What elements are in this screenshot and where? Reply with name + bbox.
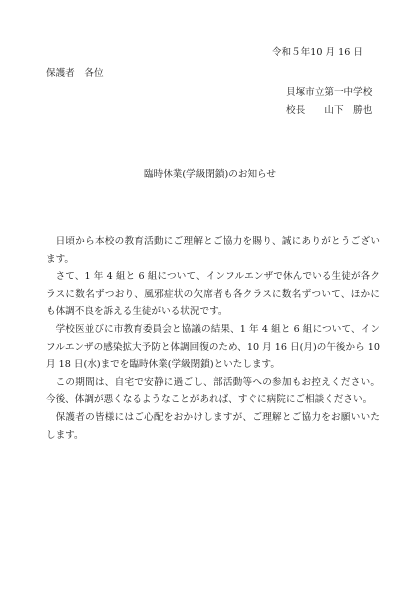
paragraph-instructions: この期間は、自宅で安静に過ごし、部活動等への参加もお控えください。今後、体調が悪くなるようなことがあれば、すぐに病院にご相談ください。	[46, 376, 380, 406]
paragraph-closing: 保護者の皆様にはご心配をおかけしますが、ご理解とご協力をお願いいたします。	[46, 411, 380, 441]
principal-name: 校長 山下 勝也	[286, 105, 373, 116]
issue-date: 令和５年10 月 16 日	[271, 47, 363, 58]
paragraph-greeting: 日頃から本校の教育活動にご理解とご協力を賜り、誠にありがとうございます。	[46, 236, 380, 265]
notice-body	[46, 233, 380, 444]
paragraph-situation: さて、1 年 4 組と 6 組について、インフルエンザで休んでいる生徒が各クラスに数名ずつおり、風邪症状の欠席者も各クラスに数名ずついて、ほかにも体調不良を訴える生徒がいる状況です。	[46, 271, 380, 318]
school-name: 貝塚市立第一中学校	[286, 87, 373, 98]
paragraph-closure-decision: 学校医並びに市教育委員会と協議の結果、1 年 4 組と 6 組について、インフルエンザの感染拡大予防と体調回復のため、10 月 16 日(月)の午後から 10 月 18 日(水)までを臨時休業(学級閉鎖)といたします。	[46, 323, 380, 371]
notice-title: 臨時休業(学級閉鎖)のお知らせ	[144, 169, 276, 180]
recipient-line: 保護者 各位	[46, 68, 104, 79]
sender-block	[286, 84, 372, 120]
